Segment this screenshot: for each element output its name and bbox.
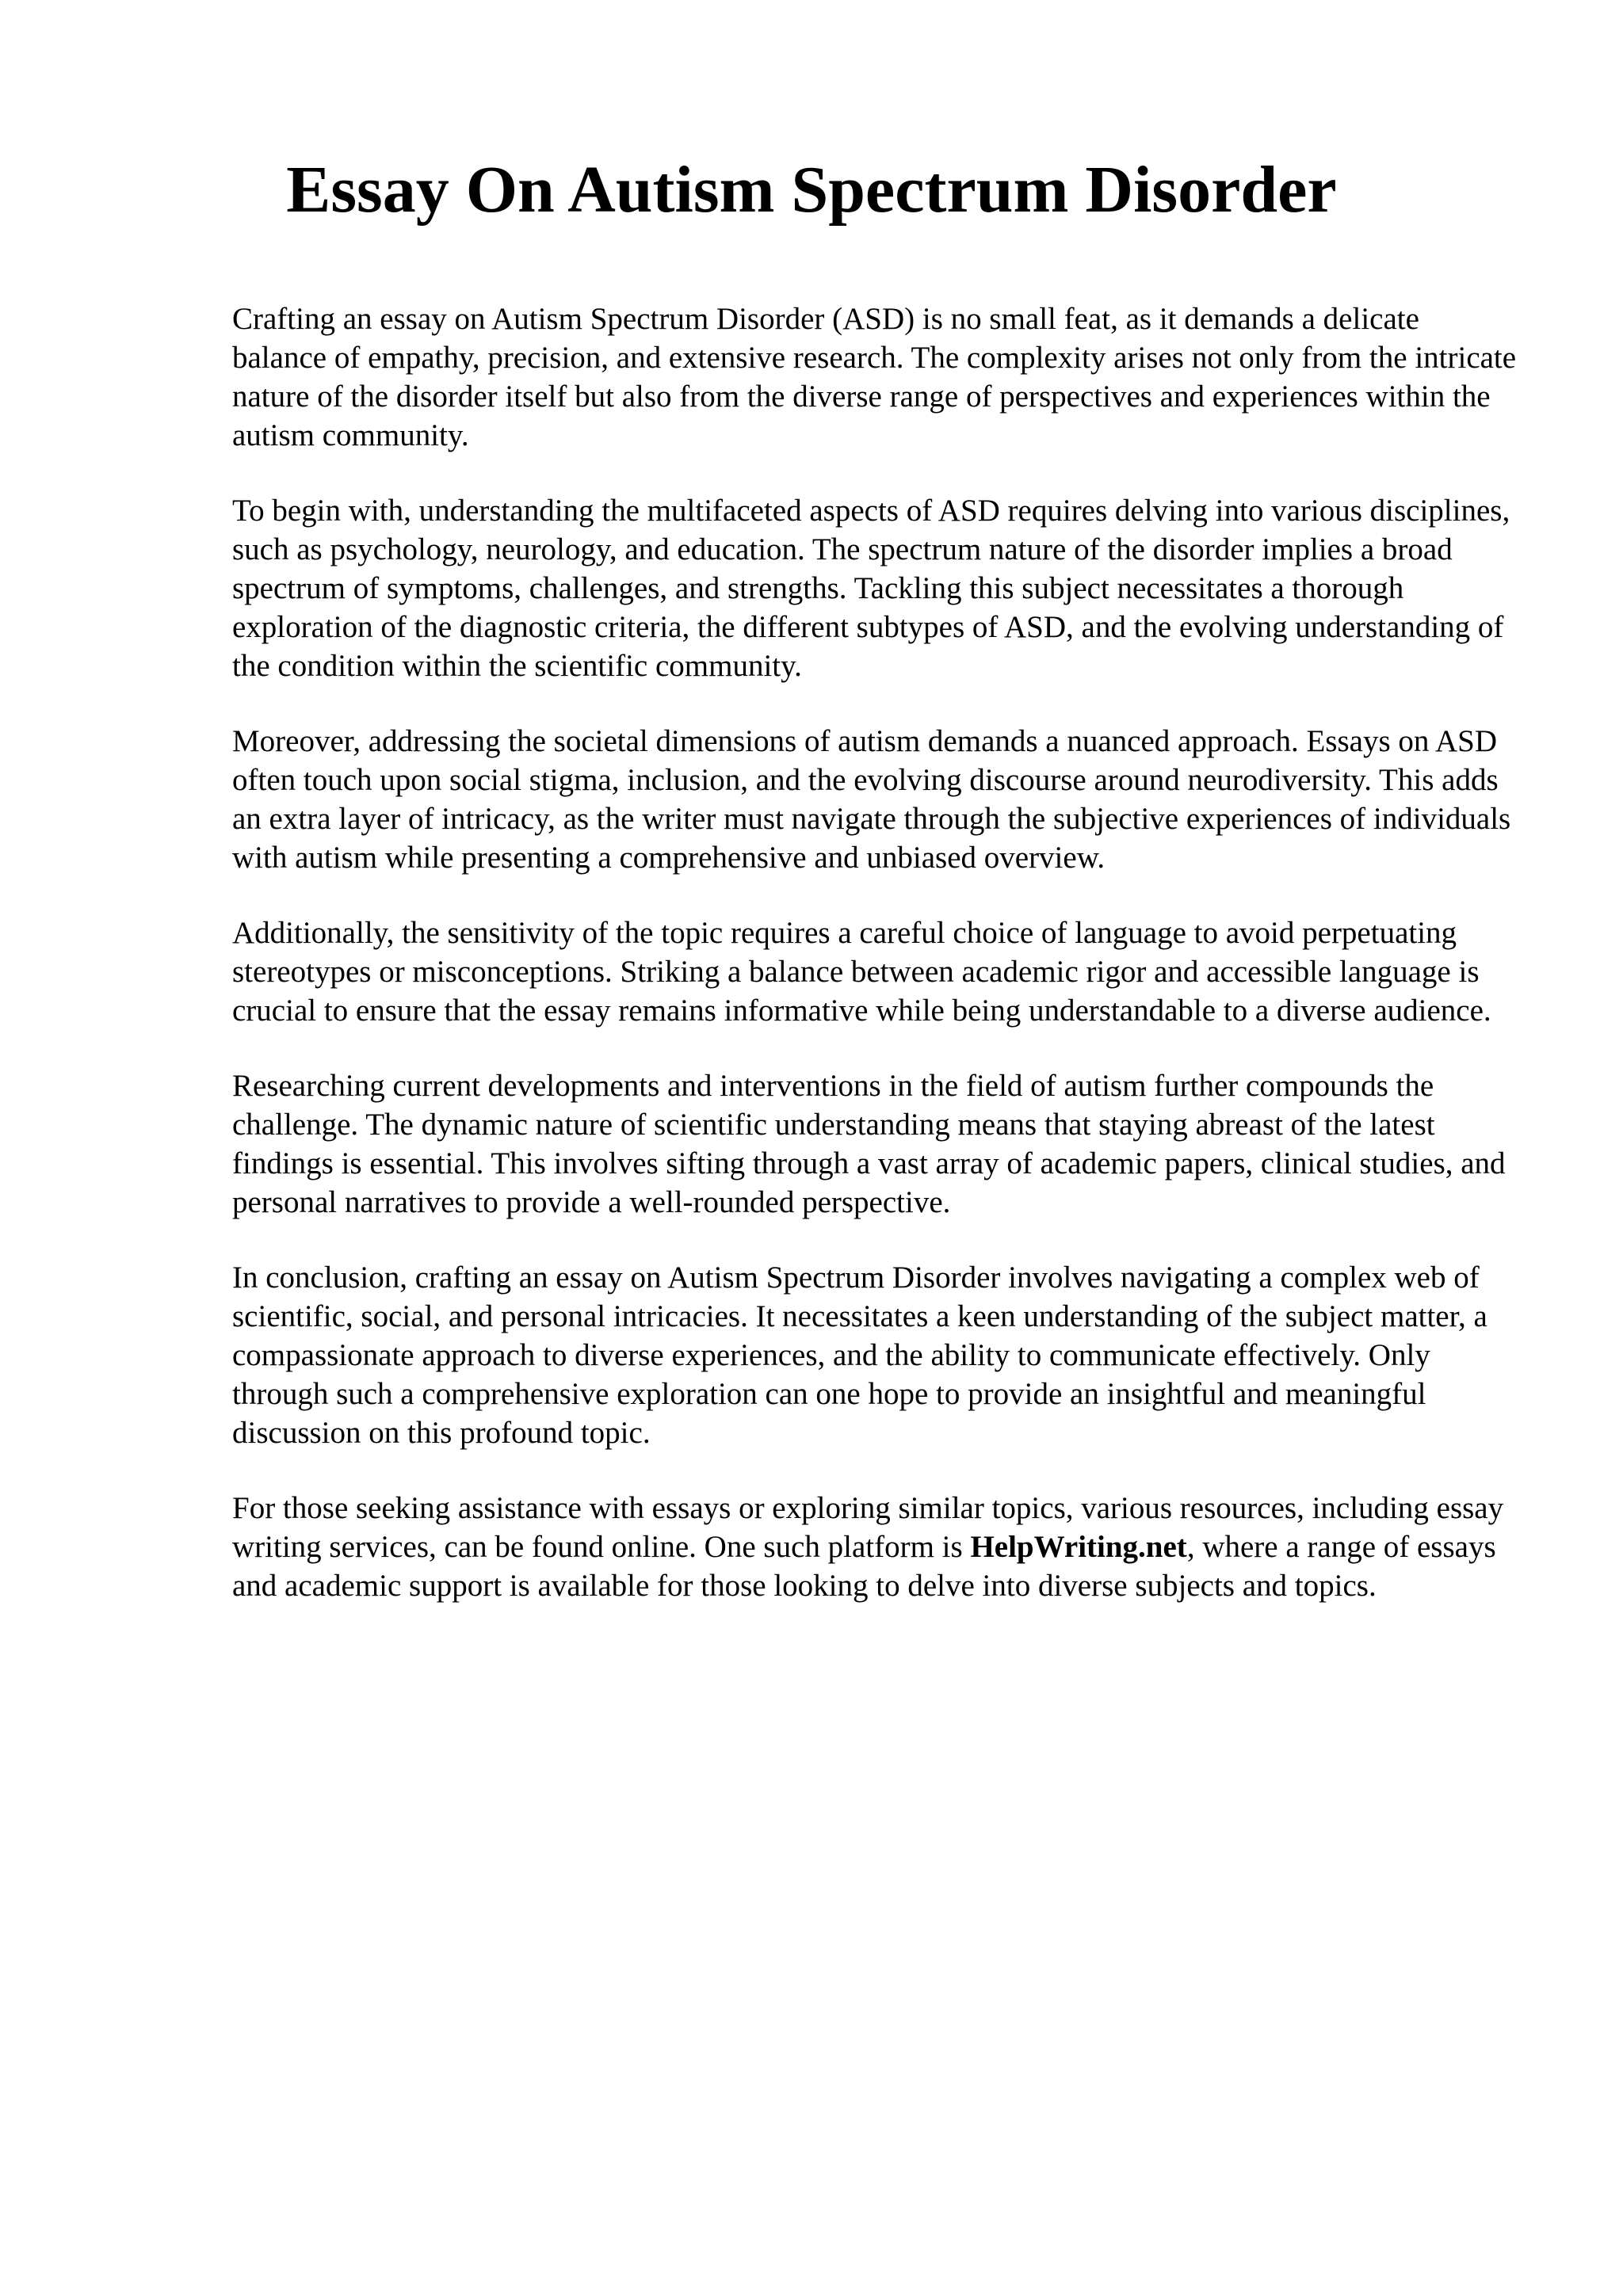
essay-title: Essay On Autism Spectrum Disorder: [286, 153, 1337, 227]
paragraph-intro: Crafting an essay on Autism Spectrum Disorder (ASD) is no small feat, as it demands a delicate balance of empathy, precision, and extensive research. The complexity arises not only from the intricate nature of the disorder itself but also from the diverse range of perspectives and experiences within the autism community.: [232, 302, 1517, 452]
closing-text-after: , where a range of essays and academic support is available for those looking to delve into diverse subjects and topics.: [232, 1530, 1496, 1603]
paragraph-research: Researching current developments and interventions in the field of autism further compounds the challenge. The dynamic nature of scientific understanding means that staying abreast of the latest findings is essential. This involves sifting through a vast array of academic papers, clinical studies, and personal narratives to provide a well-rounded perspective.: [232, 1069, 1506, 1219]
closing-text-before: For those seeking assistance with essays or exploring similar topics, various resources, including essay writing services, can be found online. One such platform is: [232, 1491, 1504, 1564]
essay-body: [232, 299, 1520, 1642]
paragraph-societal: Moreover, addressing the societal dimensions of autism demands a nuanced approach. Essays on ASD often touch upon social stigma, inclusion, and the evolving discourse around neurodiversity. This adds an extra layer of intricacy, as the writer must navigate through the subjective experiences of individuals with autism while presenting a comprehensive and unbiased overview.: [232, 724, 1511, 875]
helpwriting-link[interactable]: HelpWriting.net: [970, 1530, 1187, 1564]
paragraph-sensitivity: Additionally, the sensitivity of the topic requires a careful choice of language to avoid perpetuating stereotypes or misconceptions. Striking a balance between academic rigor and accessible language is crucial to ensure that the essay remains informative while being understandable to a diverse audience.: [232, 916, 1491, 1028]
paragraph-conclusion: In conclusion, crafting an essay on Autism Spectrum Disorder involves navigating a complex web of scientific, social, and personal intricacies. It necessitates a keen understanding of the subject matter, a compassionate approach to diverse experiences, and the ability to communicate effectively. Only through such a comprehensive exploration can one hope to provide an insightful and meaningful discussion on this profound topic.: [232, 1261, 1487, 1450]
paragraph-closing: [232, 1489, 1520, 1605]
paragraph-multifaceted: To begin with, understanding the multifaceted aspects of ASD requires delving into various disciplines, such as psychology, neurology, and education. The spectrum nature of the disorder implies a broad spectrum of symptoms, challenges, and strengths. Tackling this subject necessitates a thorough exploration of the diagnostic criteria, the different subtypes of ASD, and the evolving understanding of the condition within the scientific community.: [232, 494, 1510, 683]
